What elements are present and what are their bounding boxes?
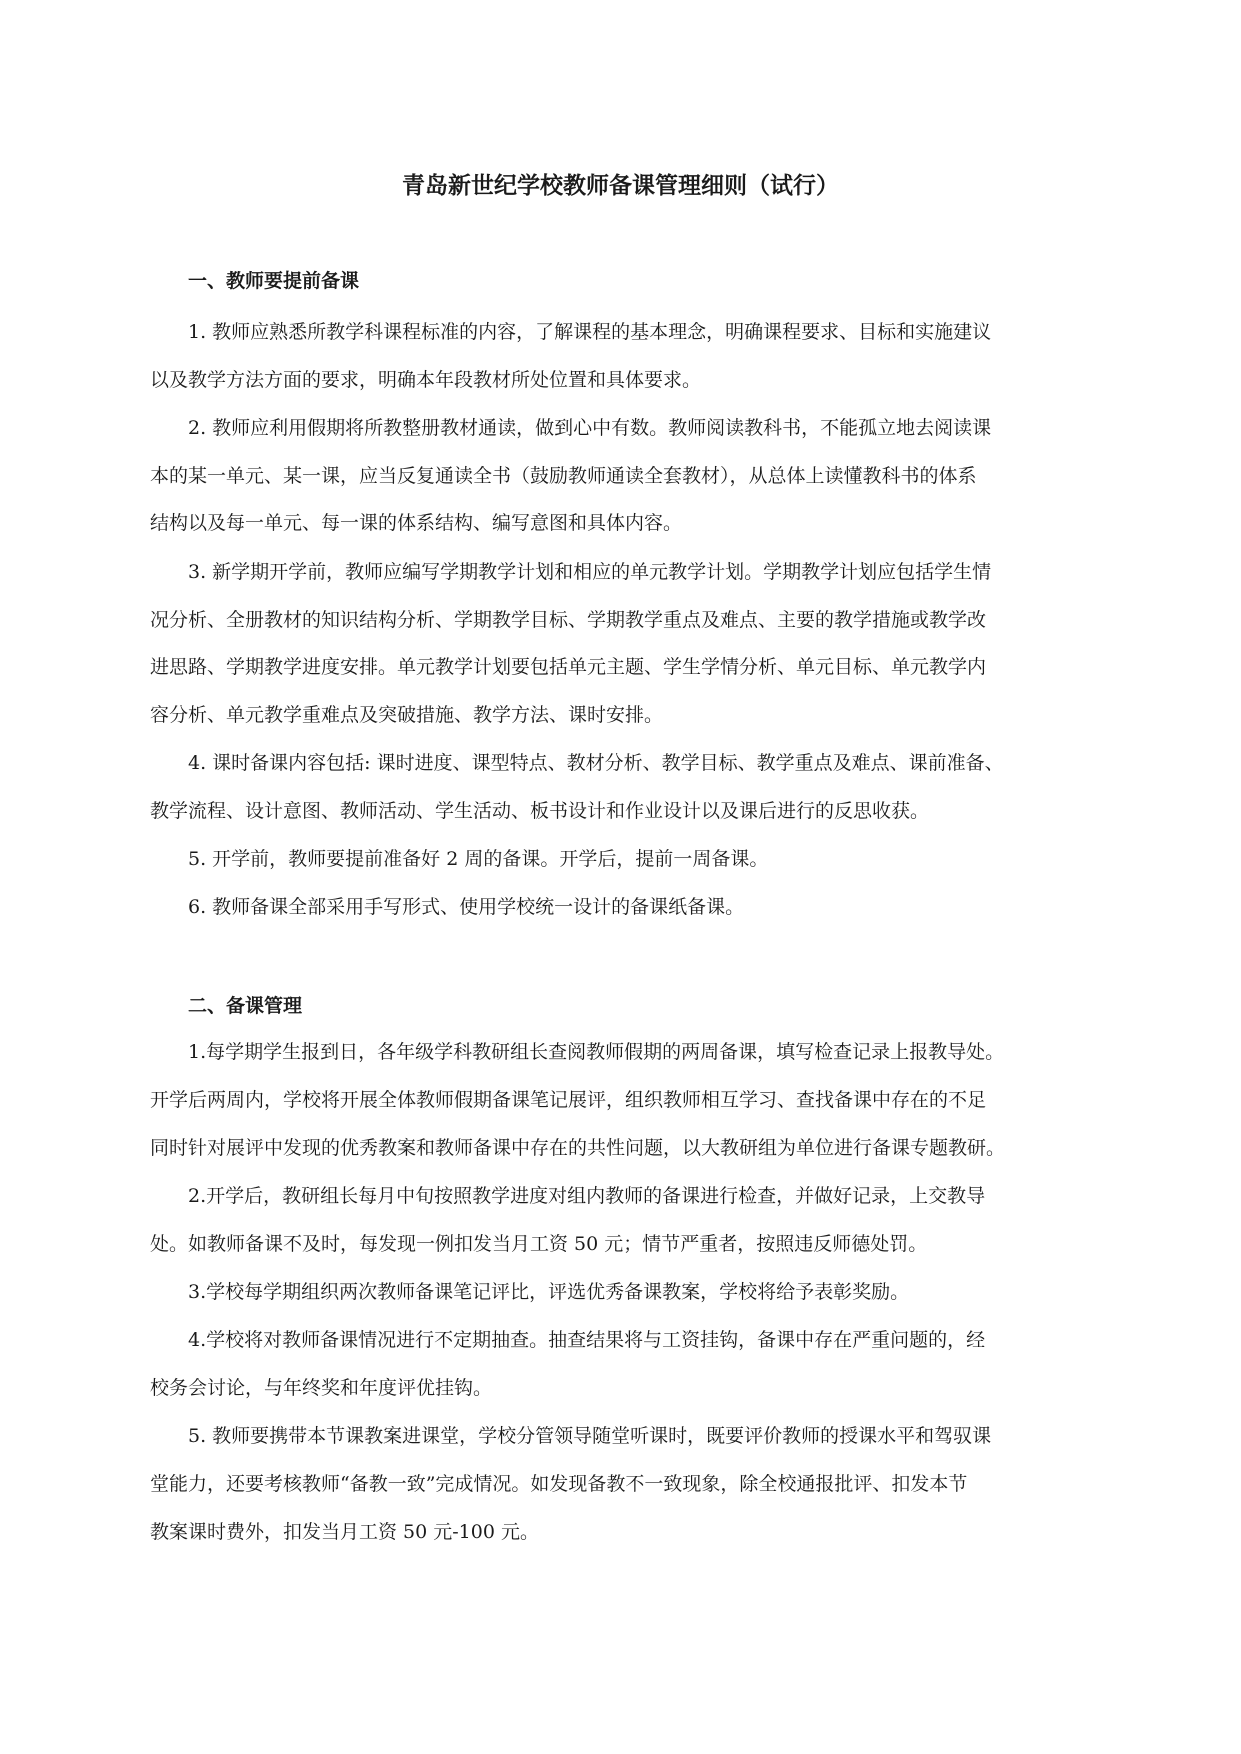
section-heading-2: 二、备课管理	[188, 995, 303, 1017]
document-title: 青岛新世纪学校教师备课管理细则（试行）	[402, 172, 839, 199]
paragraph-line: 校务会讨论，与年终奖和年度评优挂钩。	[150, 1377, 493, 1399]
paragraph-line: 教学流程、设计意图、教师活动、学生活动、板书设计和作业设计以及课后进行的反思收获。	[150, 800, 930, 822]
paragraph-line: 堂能力，还要考核教师“备教一致”完成情况。如发现备教不一致现象，除全校通报批评、扣发本节	[150, 1473, 968, 1495]
paragraph-line: 处。如教师备课不及时，每发现一例扣发当月工资 50 元；情节严重者，按照违反师德处罚。	[150, 1233, 928, 1255]
paragraph-line: 结构以及每一单元、每一课的体系结构、编写意图和具体内容。	[150, 512, 683, 534]
paragraph-line: 容分析、单元教学重难点及突破措施、教学方法、课时安排。	[150, 704, 664, 726]
paragraph-line: 2.开学后，教研组长每月中旬按照教学进度对组内教师的备课进行检查，并做好记录，上交教导	[188, 1185, 986, 1207]
paragraph-line: 1. 教师应熟悉所教学科课程标准的内容，了解课程的基本理念，明确课程要求、目标和实施建议	[188, 321, 992, 343]
paragraph-line: 3. 新学期开学前，教师应编写学期教学计划和相应的单元教学计划。学期教学计划应包括学生情	[188, 561, 992, 583]
paragraph-line: 本的某一单元、某一课，应当反复通读全书（鼓励教师通读全套教材），从总体上读懂教科书的体系	[150, 465, 977, 487]
paragraph-line: 进思路、学期教学进度安排。单元教学计划要包括单元主题、学生学情分析、单元目标、单元教学内	[150, 656, 987, 678]
paragraph-line: 以及教学方法方面的要求，明确本年段教材所处位置和具体要求。	[150, 369, 702, 391]
paragraph-line: 5. 教师要携带本节课教案进课堂，学校分管领导随堂听课时，既要评价教师的授课水平和驾驭课	[188, 1425, 992, 1447]
paragraph-line: 开学后两周内，学校将开展全体教师假期备课笔记展评，组织教师相互学习、查找备课中存在的不足	[150, 1089, 987, 1111]
paragraph-line: 6. 教师备课全部采用手写形式、使用学校统一设计的备课纸备课。	[188, 896, 745, 918]
paragraph-line: 5. 开学前，教师要提前准备好 2 周的备课。开学后，提前一周备课。	[188, 848, 769, 870]
paragraph-line: 2. 教师应利用假期将所教整册教材通读，做到心中有数。教师阅读教科书，不能孤立地去阅读课	[188, 417, 992, 439]
paragraph-line: 3.学校每学期组织两次教师备课笔记评比，评选优秀备课教案，学校将给予表彰奖励。	[188, 1281, 910, 1303]
paragraph-line: 况分析、全册教材的知识结构分析、学期教学目标、学期教学重点及难点、主要的教学措施或教学改	[150, 609, 987, 631]
paragraph-line: 4.学校将对教师备课情况进行不定期抽查。抽查结果将与工资挂钩，备课中存在严重问题的，经	[188, 1329, 986, 1351]
paragraph-line: 1.每学期学生报到日，各年级学科教研组长查阅教师假期的两周备课，填写检查记录上报教导处。	[188, 1041, 1005, 1063]
paragraph-line: 教案课时费外，扣发当月工资 50 元-100 元。	[150, 1521, 539, 1543]
section-heading-1: 一、教师要提前备课	[188, 270, 360, 292]
paragraph-line: 同时针对展评中发现的优秀教案和教师备课中存在的共性问题，以大教研组为单位进行备课专题教研。	[150, 1137, 1006, 1159]
paragraph-line: 4. 课时备课内容包括: 课时进度、课型特点、教材分析、教学目标、教学重点及难点、课前准备、	[188, 752, 1004, 774]
